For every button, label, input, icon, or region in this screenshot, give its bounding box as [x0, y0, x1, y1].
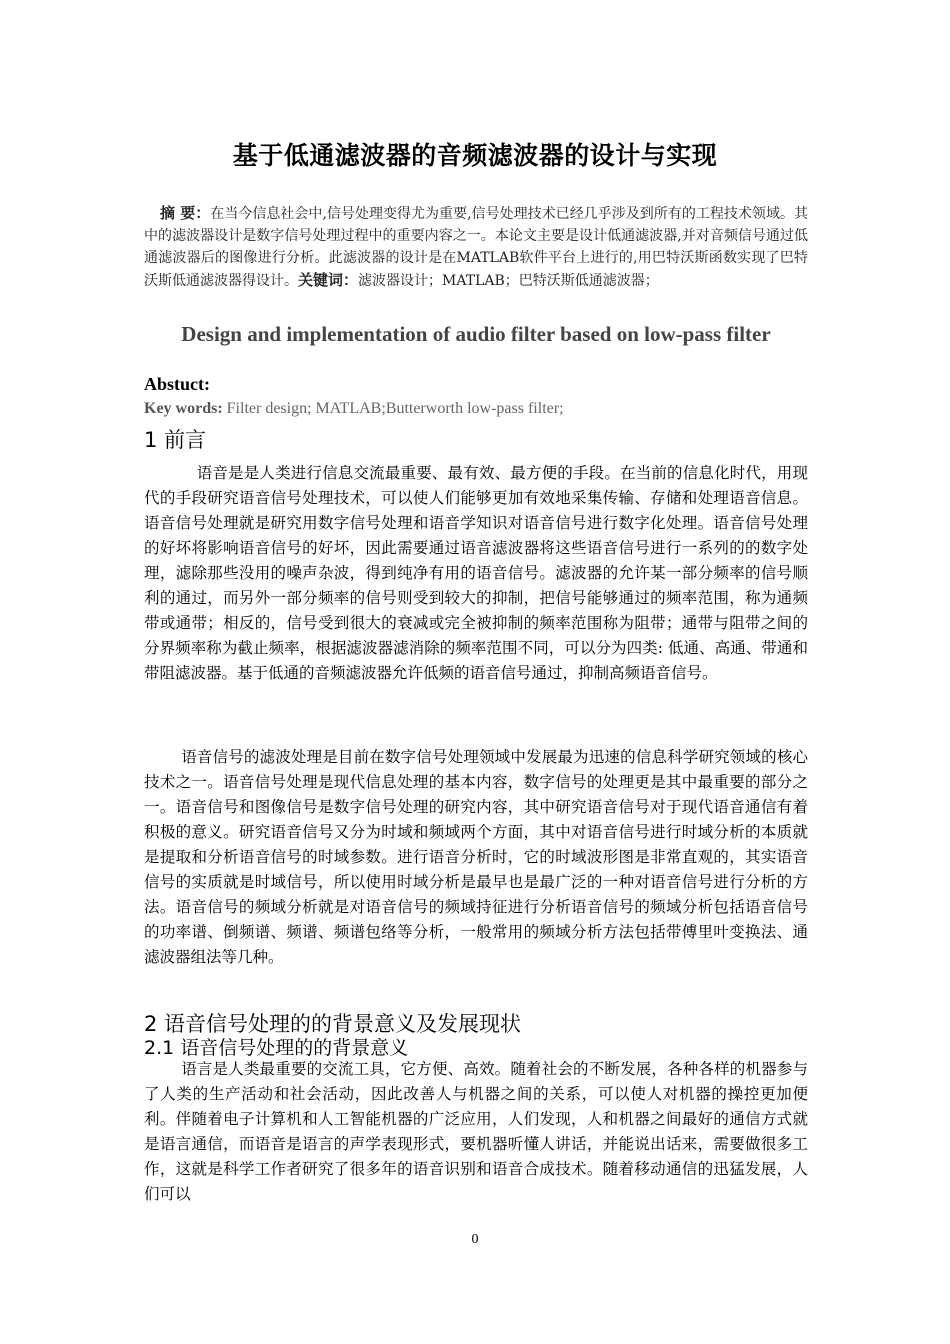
english-keywords-text: Filter design; MATLAB;Butterworth low-pass filter;	[222, 400, 564, 417]
intro-paragraph-2: 语音信号的滤波处理是目前在数字信号处理领域中发展最为迅速的信息科学研究领域的核心技术之一。语音信号处理是现代信息处理的基本内容，数字信号的处理更是其中最重要的部分之一。语音信号和图像信号是数字信号处理的研究内容，其中研究语音信号对于现代语音通信有着积极的意义。研究语音信号又分为时域和频域两个方面，其中对语音信号进行时域分析的本质就是提取和分析语音信号的时域参数。进行语音分析时，它的时域波形图是非常直观的，其实语音信号的实质就是时域信号，所以使用时域分析是最早也是最广泛的一种对语音信号进行分析的方法。语音信号的频域分析就是对语音信号的频域持征进行分析语音信号的频域分析包括语音信号的功率谱、倒频谱、频谱、频谱包络等分析，一般常用的频域分析方法包括带傅里叶变换法、通滤波器组法等几种。	[144, 748, 808, 966]
subsection-heading-background: 2.1 语音信号处理的的背景意义	[144, 1037, 409, 1059]
keywords-text: 滤波器设计；MATLAB；巴特沃斯低通滤波器；	[358, 273, 659, 289]
english-keywords-label: Key words:	[144, 400, 223, 417]
chinese-abstract	[144, 202, 808, 292]
page-number: 0	[471, 1232, 479, 1247]
background-paragraph-1: 语言是人类最重要的交流工具，它方便、高效。随着社会的不断发展，各种各样的机器参与了人类的生产活动和社会活动，因此改善人与机器之间的关系，可以使人对机器的操控更加便利。伴随着电子计算机和人工智能机器的广泛应用，人们发现，人和机器之间最好的通信方式就是语言通信，而语音是语言的声学表现形式，要机器听懂人讲话，并能说出话来，需要做很多工作，这就是科学工作者研究了很多年的语音识别和语音合成技术。随着移动通信的迅猛发展，人们可以	[144, 1060, 808, 1203]
english-keywords	[144, 400, 808, 418]
section-heading-background: 2 语音信号处理的的背景意义及发展现状	[144, 1012, 522, 1036]
english-abstract-label: Abstuct:	[144, 374, 210, 394]
english-title: Design and implementation of audio filter based on low-pass filter	[181, 322, 771, 346]
section-heading-intro: 1 前言	[144, 428, 207, 452]
paper-title: 基于低通滤波器的音频滤波器的设计与实现	[232, 141, 718, 170]
keywords-label: 关键词：	[298, 271, 359, 289]
abstract-label: 摘 要：	[160, 204, 211, 222]
intro-paragraph-1: 语音是是人类进行信息交流最重要、最有效、最方便的手段。在当前的信息化时代，用现代的手段研究语音信号处理技术，可以使人们能够更加有效地采集传输、存储和处理语音信息。语音信号处理就是研究用数字信号处理和语音学知识对语音信号进行数字化处理。语音信号处理的好坏将影响语音信号的好坏，因此需要通过语音滤波器将这些语音信号进行一系列的的数字处理，滤除那些没用的噪声杂波，得到纯净有用的语音信号。滤波器的允许某一部分频率的信号顺利的通过，而另外一部分频率的信号则受到较大的抑制，把信号能够通过的频率范围，称为通频带或通带；相反的，信号受到很大的衰减或完全被抑制的频率范围称为阻带；通带与阻带之间的分界频率称为截止频率，根据滤波器滤消除的频率范围不同，可以分为四类: 低通、高通、带通和带阻滤波器。基于低通的音频滤波器允许低频的语音信号通过，抑制高频语音信号。	[144, 464, 808, 682]
abstract-text: 在当今信息社会中,信号处理变得尤为重要,信号处理技术已经几乎涉及到所有的工程技术领域。其中的滤波器设计是数字信号处理过程中的重要内容之一。本论文主要是设计低通滤波器,并对音频信号通过低通滤波器后的图像进行分析。此滤波器的设计是在MATLAB软件平台上进行的,用巴特沃斯函数实现了巴特沃斯低通滤波器得设计。	[144, 206, 808, 289]
